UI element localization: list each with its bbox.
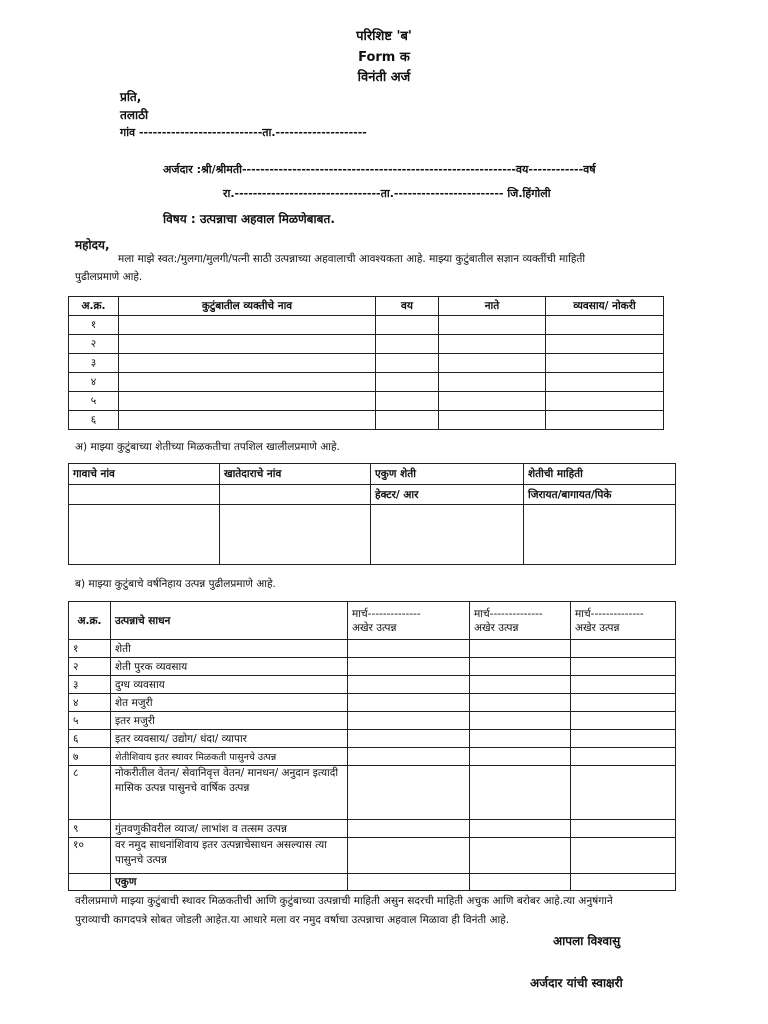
row-serial: १: [69, 640, 111, 658]
year-month: मार्च--------------: [352, 607, 421, 620]
year-month: मार्च--------------: [474, 607, 543, 620]
amount-cell[interactable]: [348, 712, 470, 730]
name-cell[interactable]: [119, 335, 376, 354]
relation-cell[interactable]: [439, 335, 546, 354]
holder-value-cell[interactable]: [220, 505, 371, 565]
name-cell[interactable]: [119, 392, 376, 411]
appendix-title: परिशिष्ट 'ब': [356, 29, 412, 44]
row-serial: ४: [69, 373, 119, 392]
row-source: शेत मजुरी: [111, 694, 348, 712]
year-month: मार्च--------------: [575, 607, 644, 620]
amount-cell[interactable]: [571, 748, 676, 766]
occupation-cell[interactable]: [546, 373, 664, 392]
age-cell[interactable]: [376, 316, 439, 335]
col-header-serial: अ.क्र.: [69, 602, 111, 640]
row-serial: ३: [69, 676, 111, 694]
amount-cell[interactable]: [470, 694, 571, 712]
age-cell[interactable]: [376, 373, 439, 392]
name-cell[interactable]: [119, 316, 376, 335]
income-intro: ब) माझ्या कुटुंबाचे वर्षनिहाय उत्पन्न पुढीलप्रमाणे आहे.: [75, 578, 276, 590]
occupation-cell[interactable]: [546, 354, 664, 373]
col-header-occupation: व्यवसाय/ नोकरी: [546, 297, 664, 316]
amount-cell[interactable]: [348, 640, 470, 658]
age-cell[interactable]: [376, 335, 439, 354]
col-header-age: वय: [376, 297, 439, 316]
amount-cell[interactable]: [348, 694, 470, 712]
age-cell[interactable]: [376, 354, 439, 373]
village-value-cell[interactable]: [69, 505, 220, 565]
occupation-cell[interactable]: [546, 411, 664, 430]
amount-cell[interactable]: [348, 730, 470, 748]
addressee-office: तलाठी: [120, 108, 149, 122]
row-source: शेती: [111, 640, 348, 658]
subheader-area: हेक्टर/ आर: [371, 485, 524, 505]
row-source: शेतीशिवाय इतर स्थावर मिळकती पासुनचे उत्पन्न: [111, 748, 348, 766]
row-serial: २: [69, 335, 119, 354]
total-cell[interactable]: [348, 874, 470, 891]
amount-cell[interactable]: [470, 730, 571, 748]
relation-cell[interactable]: [439, 373, 546, 392]
addressee-to: प्रति,: [120, 90, 142, 104]
relation-cell[interactable]: [439, 392, 546, 411]
amount-cell[interactable]: [571, 712, 676, 730]
village-cell[interactable]: [69, 485, 220, 505]
row-serial: ६: [69, 411, 119, 430]
row-source: दुग्ध व्यवसाय: [111, 676, 348, 694]
row-source: गुंतवणुकीवरील व्याज/ लाभांश व तत्सम उत्पन्न: [111, 820, 348, 838]
year-label: अखेर उत्पन्न: [352, 621, 397, 634]
col-header-serial: अ.क्र.: [69, 297, 119, 316]
total-cell[interactable]: [470, 874, 571, 891]
relation-cell[interactable]: [439, 316, 546, 335]
intro-text: मला माझे स्वत:/मुलगा/मुलगी/पत्नी साठी उत्पन्नाच्या अहवालाची आवश्यकता आहे. माझ्या कुटुंबातील सज्ञान व्यक्तींची माहिती: [118, 253, 586, 265]
table-row: [69, 316, 664, 335]
amount-cell[interactable]: [348, 766, 470, 820]
family-table: [68, 296, 664, 430]
amount-cell[interactable]: [348, 838, 470, 874]
row-serial: ७: [69, 748, 111, 766]
row-serial: ८: [69, 766, 111, 820]
table-row: [69, 838, 676, 874]
total-cell[interactable]: [571, 874, 676, 891]
amount-cell[interactable]: [571, 730, 676, 748]
area-value-cell[interactable]: [371, 505, 524, 565]
age-cell[interactable]: [376, 411, 439, 430]
row-source: शेती पुरक व्यवसाय: [111, 658, 348, 676]
table-row: [69, 694, 676, 712]
total-row: [69, 874, 676, 891]
row-serial: २: [69, 658, 111, 676]
amount-cell[interactable]: [571, 640, 676, 658]
row-serial: ५: [69, 392, 119, 411]
amount-cell[interactable]: [571, 694, 676, 712]
row-serial: ४: [69, 694, 111, 712]
amount-cell[interactable]: [470, 766, 571, 820]
occupation-cell[interactable]: [546, 316, 664, 335]
age-cell[interactable]: [376, 392, 439, 411]
table-row: [69, 354, 664, 373]
table-row: [69, 730, 676, 748]
table-row: [69, 640, 676, 658]
row-serial: १०: [69, 838, 111, 874]
amount-cell[interactable]: [470, 712, 571, 730]
land-table: [68, 463, 676, 565]
table-row: [69, 411, 664, 430]
name-cell[interactable]: [119, 373, 376, 392]
row-serial: ३: [69, 354, 119, 373]
occupation-cell[interactable]: [546, 392, 664, 411]
year-label: अखेर उत्पन्न: [474, 621, 519, 634]
col-header-total-land: एकुण शेती: [371, 464, 524, 485]
row-source: वर नमुद साधनांशिवाय इतर उत्पन्नाचेसाधन असल्यास त्या पासुनचे उत्पन्न: [111, 838, 348, 874]
table-row: [69, 676, 676, 694]
col-header-name: कुटुंबातील व्यक्तीचे नाव: [119, 297, 376, 316]
amount-cell[interactable]: [470, 748, 571, 766]
relation-cell[interactable]: [439, 354, 546, 373]
subject-line: विषय : उत्पन्नाचा अहवाल मिळणेबाबत.: [163, 212, 335, 226]
name-cell[interactable]: [119, 411, 376, 430]
row-source: नोकरीतील वेतन/ सेवानिवृत्त वेतन/ मानधन/ अनुदान इत्यादी मासिक उत्पन्न पासुनचे वार्षिक उत्पन्न: [111, 766, 348, 820]
name-cell[interactable]: [119, 354, 376, 373]
relation-cell[interactable]: [439, 411, 546, 430]
total-label: एकुण: [111, 874, 348, 891]
col-header-relation: नाते: [439, 297, 546, 316]
amount-cell[interactable]: [348, 676, 470, 694]
amount-cell[interactable]: [348, 748, 470, 766]
col-header-village: गावाचे नांव: [69, 464, 220, 485]
table-row: [69, 392, 664, 411]
crops-value-cell[interactable]: [524, 505, 676, 565]
address-line: रा.--------------------------------ता.------------------------ जि.हिंगोली: [223, 187, 551, 200]
col-header-year-3: [571, 602, 676, 640]
land-intro: अ) माझ्या कुटुंबाच्या शेतीच्या मिळकतीचा तपशिल खालीलप्रमाणे आहे.: [75, 441, 340, 453]
closing-text-cont: पुराव्याची कागदपत्रे सोबत जोडली आहेत.या आधारे मला वर नमुद वर्षाचा उत्पन्नाचा अहवाल मिळावा ही विनंती आहे.: [75, 914, 510, 926]
intro-text-cont: पुढीलप्रमाणे आहे.: [75, 271, 143, 283]
col-header-year-2: [470, 602, 571, 640]
closing-text: वरीलप्रमाणे माझ्या कुटुंबाची स्थावर मिळकतीची आणि कुटुंबाच्या उत्पन्नाची माहिती असुन सदरची माहिती अचुक आणि बरोबर आहे.त्या अनुषंगाने: [75, 895, 613, 907]
occupation-cell[interactable]: [546, 335, 664, 354]
table-row: [69, 373, 664, 392]
amount-cell[interactable]: [571, 766, 676, 820]
income-table: [68, 601, 676, 891]
total-serial-cell: [69, 874, 111, 891]
col-header-holder: खातेदाराचे नांव: [220, 464, 371, 485]
amount-cell[interactable]: [348, 820, 470, 838]
row-serial: ५: [69, 712, 111, 730]
amount-cell[interactable]: [470, 820, 571, 838]
form-label: Form क: [358, 50, 410, 65]
col-header-land-info: शेतीची माहिती: [524, 464, 676, 485]
table-row: [69, 766, 676, 820]
amount-cell[interactable]: [470, 640, 571, 658]
subheader-crops: जिरायत/बागायत/पिके: [524, 485, 676, 505]
row-serial: १: [69, 316, 119, 335]
table-row: [69, 748, 676, 766]
amount-cell[interactable]: [470, 676, 571, 694]
yours-faithfully: आपला विश्वासु: [553, 934, 621, 948]
row-source: इतर व्यवसाय/ उद्योग/ धंदा/ व्यापार: [111, 730, 348, 748]
year-label: अखेर उत्पन्न: [575, 621, 620, 634]
amount-cell[interactable]: [348, 658, 470, 676]
village-line: गांव ---------------------------ता.--------------------: [120, 126, 367, 139]
amount-cell[interactable]: [571, 838, 676, 874]
row-serial: ९: [69, 820, 111, 838]
applicant-line: अर्जदार :श्री/श्रीमती------------------------------------------------------------वय------------वर्ष: [163, 163, 596, 176]
row-source: इतर मजुरी: [111, 712, 348, 730]
row-serial: ६: [69, 730, 111, 748]
holder-cell[interactable]: [220, 485, 371, 505]
table-row: [69, 712, 676, 730]
amount-cell[interactable]: [571, 820, 676, 838]
table-row: [69, 658, 676, 676]
amount-cell[interactable]: [470, 658, 571, 676]
table-row: [69, 820, 676, 838]
amount-cell[interactable]: [571, 676, 676, 694]
amount-cell[interactable]: [470, 838, 571, 874]
page-title: विनंती अर्ज: [357, 70, 411, 85]
applicant-signature-label: अर्जदार यांची स्वाक्षरी: [530, 976, 623, 990]
amount-cell[interactable]: [571, 658, 676, 676]
col-header-year-1: [348, 602, 470, 640]
table-row: [69, 335, 664, 354]
col-header-source: उत्पन्नाचे साधन: [111, 602, 348, 640]
salutation: महोदय,: [75, 238, 110, 252]
